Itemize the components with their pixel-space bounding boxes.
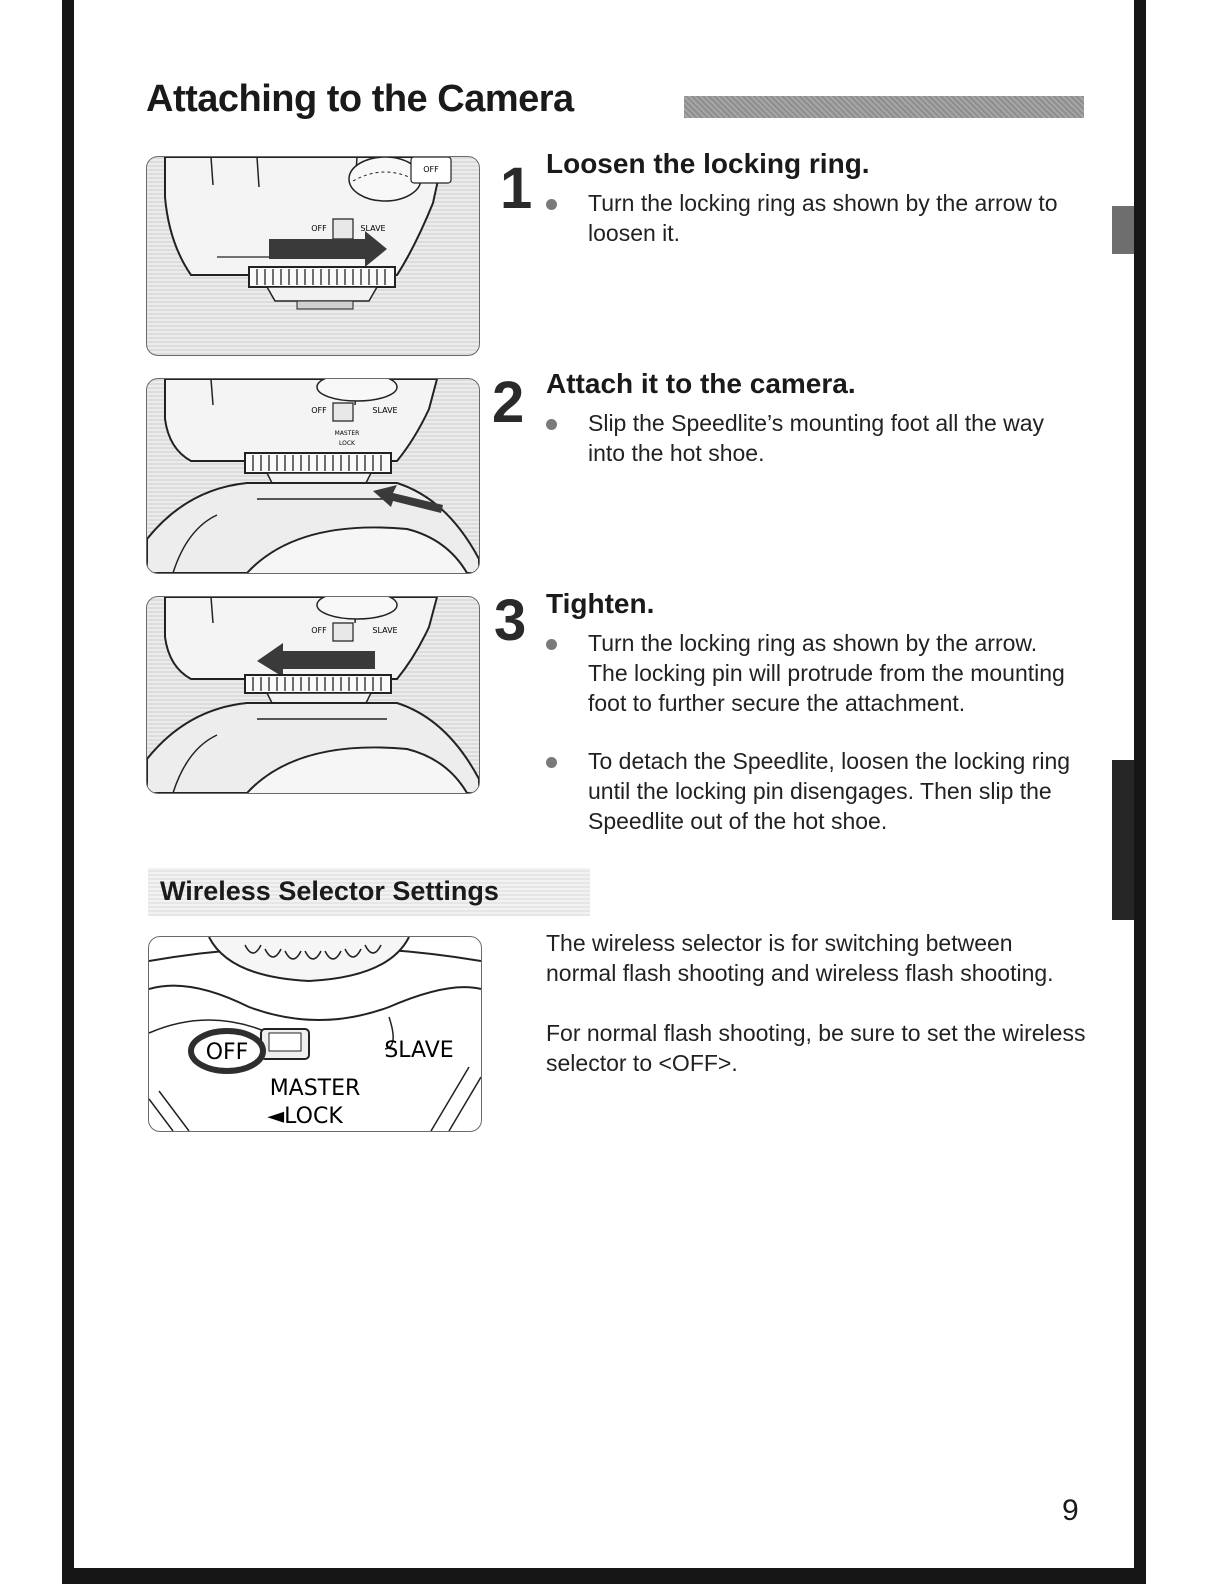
figure-loosen-ring <box>146 156 480 356</box>
step-1-bullet-1 <box>546 188 1076 248</box>
figure-wireless-selector <box>148 936 482 1132</box>
bullet-dot <box>546 199 557 210</box>
step-2-bullet-1 <box>546 408 1076 468</box>
fig2-label-slave: SLAVE <box>372 406 398 415</box>
figure-tighten <box>146 596 480 794</box>
step-3-bullet-1 <box>546 628 1076 718</box>
page-title: Attaching to the Camera <box>146 78 574 120</box>
wireless-label-master: MASTER <box>269 1076 361 1101</box>
page-edge-left <box>62 0 74 1584</box>
wireless-heading: Wireless Selector Settings <box>160 876 499 906</box>
fig1-label-slave: SLAVE <box>360 224 386 233</box>
title-decor-bar <box>684 96 1084 118</box>
wireless-paragraph-2: For normal flash shooting, be sure to set the wireless selector to <OFF>. <box>546 1020 1086 1076</box>
page-edge-bottom <box>62 1568 1146 1584</box>
bullet-text: To detach the Speedlite, loosen the locking ring until the locking pin disengages. Then slip the Speedlite out of the hot shoe. <box>588 748 1071 834</box>
fig2-label-master: MASTER <box>334 430 360 437</box>
step-title-1: Loosen the locking ring. <box>546 148 870 179</box>
step-number-2: 2 <box>492 370 525 435</box>
bullet-dot <box>546 639 557 650</box>
bullet-text: Slip the Speedlite’s mounting foot all the way into the hot shoe. <box>588 410 1045 466</box>
fig2-label-off: OFF <box>311 406 327 415</box>
page-edge-right <box>1134 0 1146 1570</box>
wireless-paragraph-1: The wireless selector is for switching between normal flash shooting and wireless flash shooting. <box>546 930 1054 986</box>
bullet-text: Turn the locking ring as shown by the arrow to loosen it. <box>588 190 1058 246</box>
thumb-tab-section <box>1112 760 1134 920</box>
bullet-dot <box>546 757 557 768</box>
fig1-label-off-top: OFF <box>423 165 439 174</box>
step-number-1: 1 <box>500 156 533 221</box>
fig1-label-off: OFF <box>311 224 327 233</box>
bullet-dot <box>546 419 557 430</box>
figure-attach-camera <box>146 378 480 574</box>
wireless-label-off: OFF <box>205 1040 249 1065</box>
page-number: 9 <box>1062 1494 1079 1527</box>
step-title-2: Attach it to the camera. <box>546 368 856 399</box>
wireless-label-slave: SLAVE <box>384 1038 454 1063</box>
step-title-3: Tighten. <box>546 588 655 619</box>
wireless-label-lock: ◄LOCK <box>267 1104 343 1129</box>
step-number-3: 3 <box>494 588 527 653</box>
fig3-label-slave: SLAVE <box>372 626 398 635</box>
bullet-text: Turn the locking ring as shown by the arrow. The locking pin will protrude from the mounting foot to further secure the attachment. <box>588 630 1065 716</box>
step-3-bullet-2 <box>546 746 1076 836</box>
fig3-label-off: OFF <box>311 626 327 635</box>
fig2-label-lock: LOCK <box>339 440 355 447</box>
thumb-tab-small <box>1112 206 1134 254</box>
